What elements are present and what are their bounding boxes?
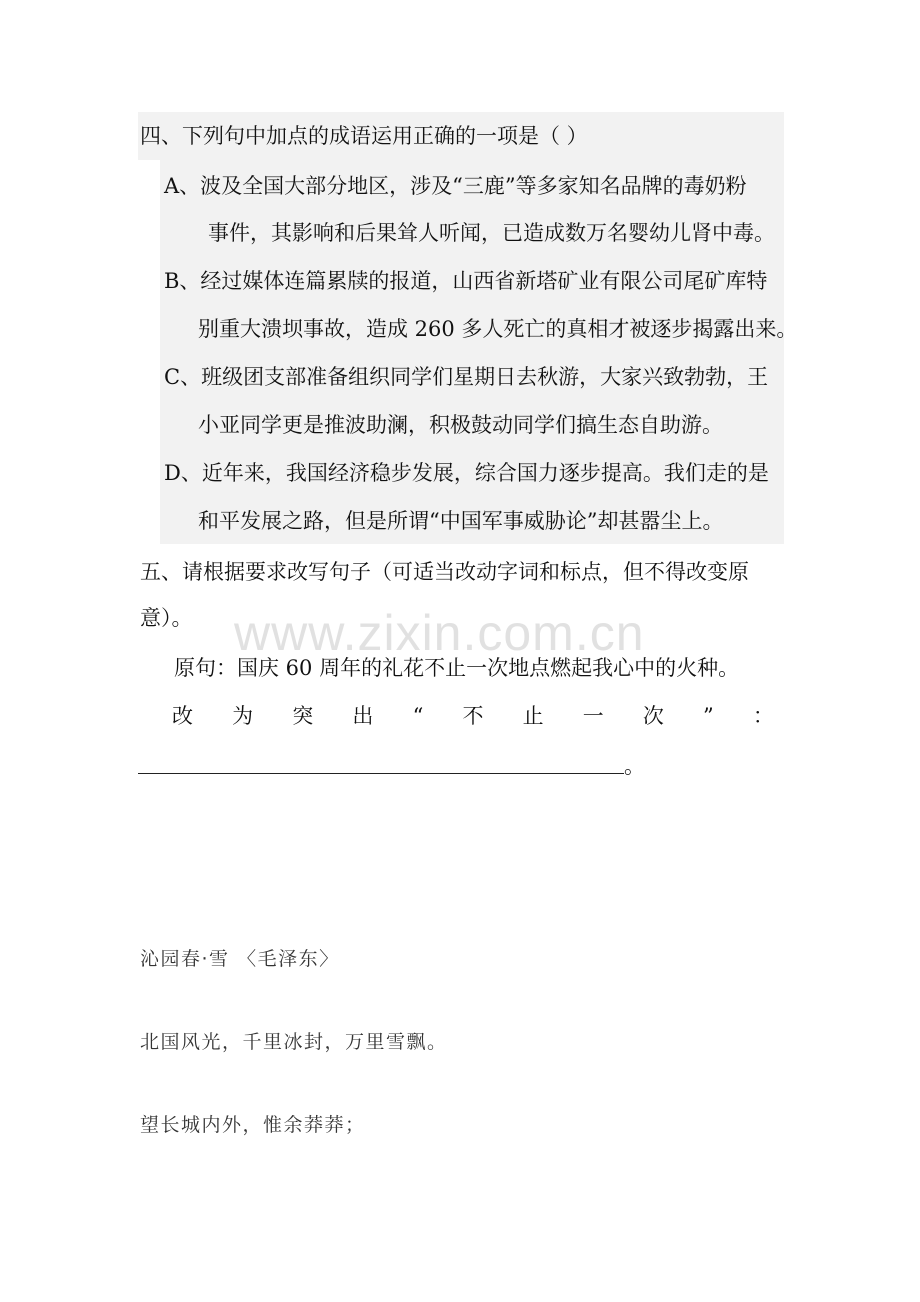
- rewrite-char: ：: [752, 704, 774, 728]
- option-a-line-1: A、波及全国大部分地区，涉及“三鹿”等多家知名品牌的毒奶粉: [164, 174, 747, 198]
- answer-end-period: 。: [624, 754, 645, 778]
- rewrite-char: 止: [522, 704, 544, 728]
- option-d-line-1: D、近年来，我国经济稳步发展，综合国力逐步提高。我们走的是: [164, 461, 769, 485]
- rewrite-char: 为: [232, 704, 254, 728]
- rewrite-char: 一: [582, 704, 604, 728]
- highlight-indent: [138, 160, 160, 544]
- option-a-line-2: 事件，其影响和后果耸人听闻，已造成数万名婴幼儿肾中毒。: [208, 221, 775, 245]
- poem-line-1: 北国风光，千里冰封，万里雪飘。: [140, 1031, 448, 1053]
- original-sentence: 原句：国庆 60 周年的礼花不止一次地点燃起我心中的火种。: [174, 656, 740, 680]
- poem-line-2: 望长城内外，惟余莽莽；: [140, 1114, 366, 1136]
- poem-title: 沁园春·雪 〈毛泽东〉: [140, 948, 340, 970]
- answer-blank-line[interactable]: [138, 773, 624, 774]
- option-c-line-2: 小亚同学更是推波助澜，积极鼓动同学们搞生态自助游。: [198, 413, 723, 437]
- question-5-stem-line-1: 五、请根据要求改写句子（可适当改动字词和标点，但不得改变原: [140, 560, 749, 584]
- rewrite-char: 不: [462, 704, 484, 728]
- rewrite-char: 出: [352, 704, 374, 728]
- rewrite-char: ”: [703, 704, 714, 728]
- rewrite-char: 次: [642, 704, 664, 728]
- watermark: www.zixin.com.cn: [234, 605, 645, 661]
- question-5-stem-line-2: 意）。: [140, 606, 193, 630]
- option-b-line-1: B、经过媒体连篇累牍的报道，山西省新塔矿业有限公司尾矿库特: [164, 269, 768, 293]
- rewrite-char: 改: [172, 704, 193, 728]
- option-c-line-1: C、班级团支部准备组织同学们星期日去秋游，大家兴致勃勃，王: [164, 365, 769, 389]
- rewrite-char: “: [412, 704, 424, 728]
- option-d-line-2: 和平发展之路，但是所谓“中国军事威胁论”却甚嚣尘上。: [198, 509, 724, 533]
- rewrite-char: 突: [292, 704, 314, 728]
- option-b-line-2: 别重大溃坝事故，造成 260 多人死亡的真相才被逐步揭露出来。: [198, 317, 798, 341]
- question-4-stem: 四、下列句中加点的成语运用正确的一项是（ ）: [140, 124, 588, 148]
- rewrite-instruction: [172, 702, 774, 730]
